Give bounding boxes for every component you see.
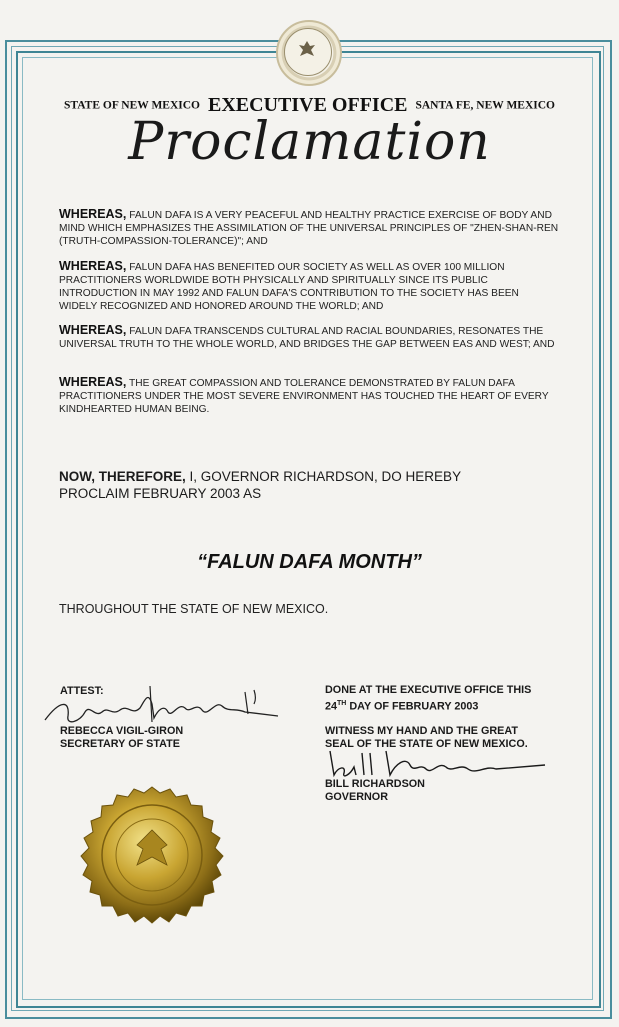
- whereas-text: FALUN DAFA IS A VERY PEACEFUL AND HEALTHY PRACTICE EXERCISE OF BODY AND MIND WHICH EMPHASIZES THE ASSIMILATION OF THE UNIVERSAL PRINCIPLES OF "ZHEN-SHAN-REN (TRUTH-COMPASSION-TOLERANCE)"; AND: [59, 210, 559, 247]
- governor-name: BILL RICHARDSON: [325, 778, 425, 790]
- whereas-lead: WHEREAS,: [59, 323, 127, 337]
- whereas-lead: WHEREAS,: [59, 259, 127, 273]
- proclaimed-month: “FALUN DAFA MONTH”: [197, 551, 422, 573]
- secretary-name-block: [60, 725, 183, 751]
- witness-line-2: SEAL OF THE STATE OF NEW MEXICO.: [325, 737, 528, 750]
- done-day: 24: [325, 700, 338, 713]
- done-line-2: [325, 697, 531, 714]
- throughout-state: THROUGHOUT THE STATE OF NEW MEXICO.: [59, 602, 329, 616]
- whereas-clause-3: [59, 324, 559, 351]
- whereas-clause-1: [59, 208, 559, 248]
- whereas-text: THE GREAT COMPASSION AND TOLERANCE DEMONSTRATED BY FALUN DAFA PRACTITIONERS UNDER THE MOST SEVERE ENVIRONMENT HAS TOUCHED THE HEART OF EVERY KINDHEARTED HUMAN BEING.: [59, 378, 549, 415]
- whereas-lead: WHEREAS,: [59, 375, 127, 389]
- header-right: SANTA FE, NEW MEXICO: [415, 99, 555, 112]
- governor-name-block: [325, 778, 425, 804]
- governor-signature: [320, 745, 550, 781]
- governor-title: GOVERNOR: [325, 791, 388, 803]
- now-therefore-clause: [59, 468, 529, 502]
- header-center: EXECUTIVE OFFICE: [208, 94, 408, 116]
- great-seal-gold: [77, 785, 227, 930]
- state-seal-top: [276, 20, 342, 86]
- whereas-text: FALUN DAFA HAS BENEFITED OUR SOCIETY AS WELL AS OVER 100 MILLION PRACTITIONERS WORLDWIDE BOTH PHYSICALLY AND SPIRITUALLY SINCE ITS PUBLIC INTRODUCTION IN MAY 1992 AND FALUN DAFA'S CONTRIBUTION TO THE SOCIETY HAS BEEN WIDELY RECOGNIZED AND HONORED AROUND THE WORLD; AND: [59, 262, 519, 312]
- whereas-lead: WHEREAS,: [59, 207, 127, 221]
- witness-line-1: WITNESS MY HAND AND THE GREAT: [325, 724, 518, 737]
- done-line-1: DONE AT THE EXECUTIVE OFFICE THIS: [325, 684, 532, 696]
- whereas-text: FALUN DAFA TRANSCENDS CULTURAL AND RACIAL BOUNDARIES, RESONATES THE UNIVERSAL TRUTH TO THE WHOLE WORLD, AND BRIDGES THE GAP BETWEEN EAS AND WEST; AND: [59, 326, 555, 350]
- done-day-suffix: TH: [337, 700, 347, 707]
- header-left: STATE OF NEW MEXICO: [64, 99, 200, 112]
- done-block: [325, 684, 531, 751]
- secretary-title: SECRETARY OF STATE: [60, 738, 180, 750]
- whereas-clause-4: [59, 376, 559, 416]
- now-text: I, GOVERNOR RICHARDSON, DO HEREBY PROCLAIM FEBRUARY 2003 AS: [59, 469, 461, 501]
- done-date-rest: DAY OF FEBRUARY 2003: [349, 700, 479, 713]
- document-title: Proclamation: [128, 112, 491, 172]
- now-lead: NOW, THEREFORE,: [59, 469, 186, 484]
- attest-label: ATTEST:: [60, 685, 104, 697]
- eagle-icon: [295, 38, 319, 62]
- whereas-clause-2: [59, 260, 559, 313]
- secretary-name: REBECCA VIGIL-GIRON: [60, 725, 184, 737]
